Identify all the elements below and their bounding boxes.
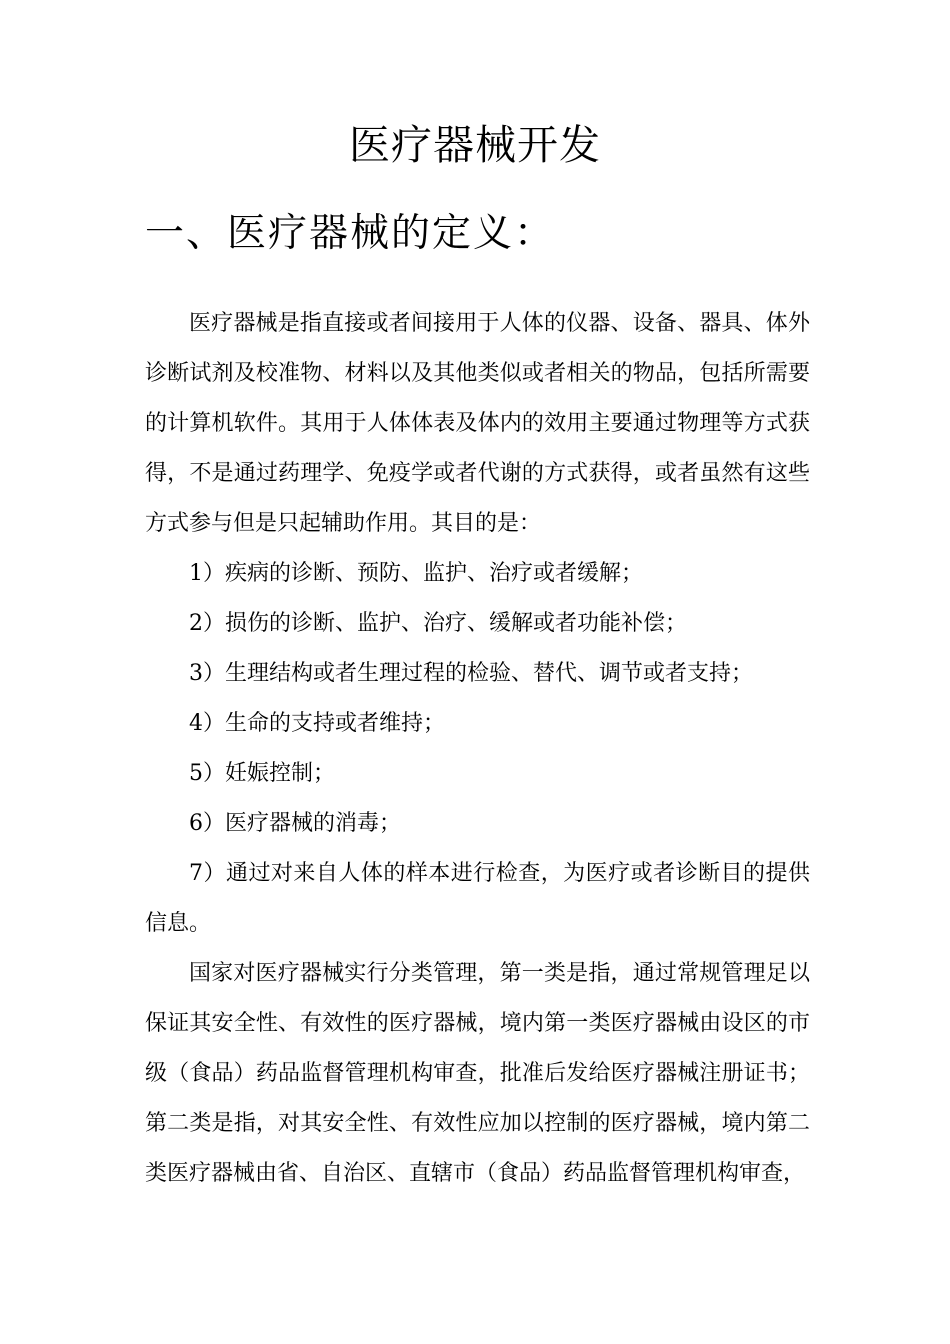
document-title: 医疗器械开发: [349, 121, 601, 169]
purpose-item-2: 2）损伤的诊断、监护、治疗、缓解或者功能补偿；: [189, 611, 687, 636]
purpose-item-5: 5）妊娠控制；: [189, 761, 335, 786]
purpose-item-7: 7）通过对来自人体的样本进行检查，为医疗或者诊断目的提供信息。: [145, 861, 810, 936]
definition-paragraph: 医疗器械是指直接或者间接用于人体的仪器、设备、器具、体外诊断试剂及校准物、材料以及其他类似或者相关的物品，包括所需要的计算机软件。其用于人体体表及体内的效用主要通过物理等方式获得，不是通过药理学、免疫学或者代谢的方式获得，或者虽然有这些方式参与但是只起辅助作用。其目的是：: [145, 311, 810, 536]
section-heading: 一、医疗器械的定义：: [145, 211, 556, 256]
purpose-item-1: 1）疾病的诊断、预防、监护、治疗或者缓解；: [189, 561, 643, 586]
purpose-item-3: 3）生理结构或者生理过程的检验、替代、调节或者支持；: [189, 661, 753, 686]
purpose-item-6: 6）医疗器械的消毒；: [189, 811, 401, 836]
classification-paragraph: 国家对医疗器械实行分类管理，第一类是指，通过常规管理足以保证其安全性、有效性的医疗器械，境内第一类医疗器械由设区的市级（食品）药品监督管理机构审查，批准后发给医疗器械注册证书；第二类是指，对其安全性、有效性应加以控制的医疗器械，境内第二类医疗器械由省、自治区、直辖市（食品）药品监督管理机构审查，: [145, 961, 810, 1186]
purpose-item-4: 4）生命的支持或者维持；: [189, 711, 445, 736]
document-body: [145, 299, 810, 1199]
